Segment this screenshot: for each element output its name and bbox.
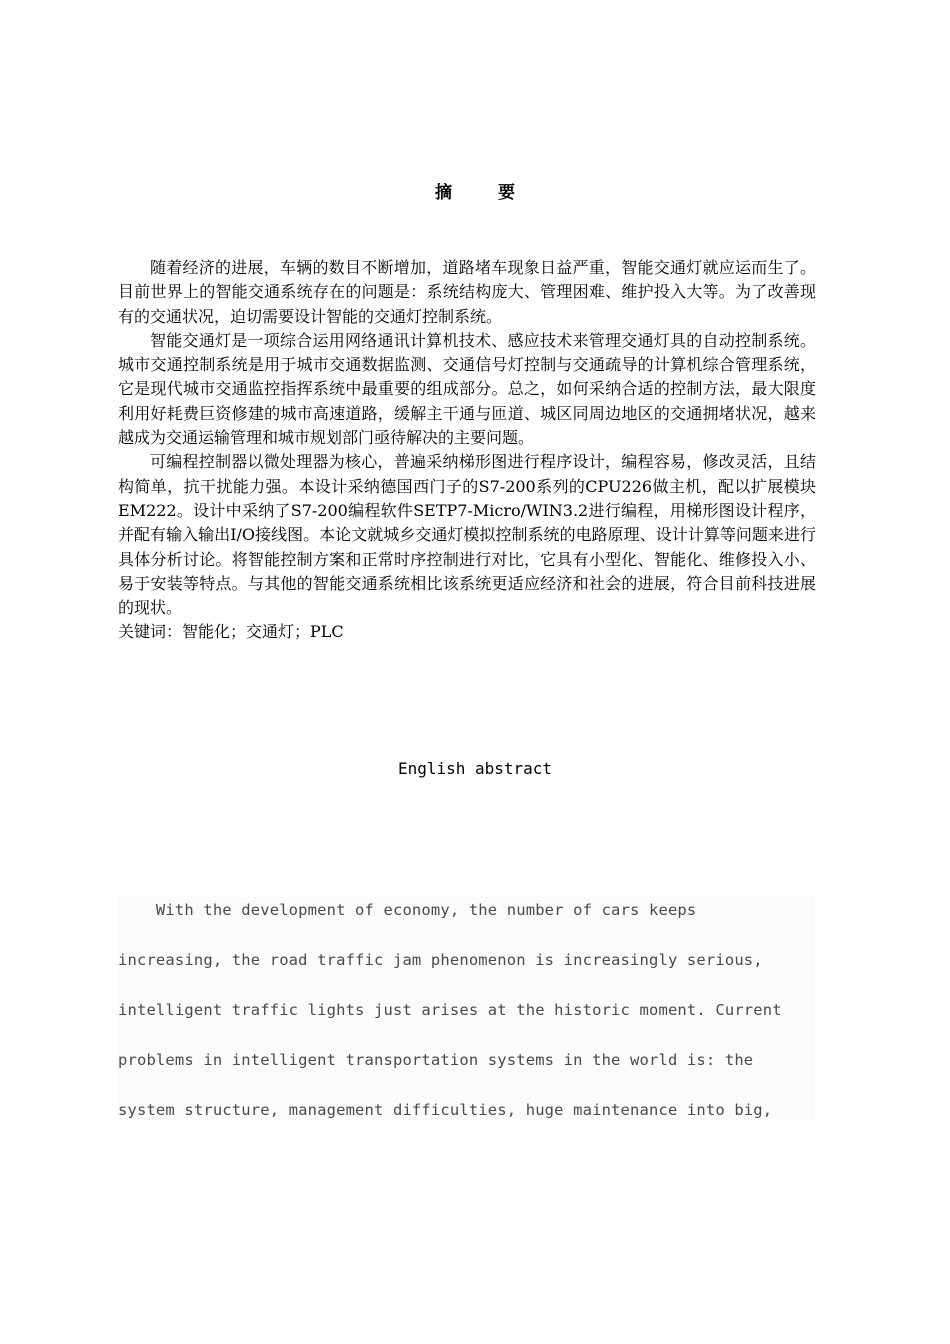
- keywords-line: 关键词：智能化；交通灯；PLC: [118, 622, 344, 642]
- english-line-4: problems in intelligent transportation systems in the world is: the: [118, 1051, 754, 1069]
- chinese-paragraph-1: 随着经济的进展，车辆的数目不断增加，道路堵车现象日益严重，智能交通灯就应运而生了。目前世界上的智能交通系统存在的问题是：系统结构庞大、管理困难、维护投入大等。为了改善现有的交通状况，迫切需要设计智能的交通灯控制系统。: [118, 258, 816, 326]
- english-line-3: intelligent traffic lights just arises at the historic moment. Current: [118, 1001, 782, 1019]
- abstract-title: 摘 要: [435, 183, 535, 203]
- english-abstract-title: English abstract: [397, 759, 553, 778]
- english-line-1: With the development of economy, the number of cars keeps: [118, 901, 697, 919]
- chinese-abstract-body: [118, 256, 816, 645]
- english-abstract-box: [118, 897, 815, 1121]
- chinese-paragraph-2: 智能交通灯是一项综合运用网络通讯计算机技术、感应技术来管理交通灯具的自动控制系统。城市交通控制系统是用于城市交通数据监测、交通信号灯控制与交通疏导的计算机综合管理系统，它是现代城市交通监控指挥系统中最重要的组成部分。总之，如何采纳合适的控制方法，最大限度利用好耗费巨资修建的城市高速道路，缓解主干通与匝道、城区同周边地区的交通拥堵状况，越来越成为交通运输管理和城市规划部门亟待解决的主要问题。: [118, 330, 816, 448]
- english-line-5: system structure, management difficulties, huge maintenance into big,: [118, 1101, 773, 1119]
- english-line-2: increasing, the road traffic jam phenomenon is increasingly serious,: [118, 951, 763, 969]
- chinese-paragraph-3: 可编程控制器以微处理器为核心，普遍采纳梯形图进行程序设计，编程容易，修改灵活，且结构简单，抗干扰能力强。本设计采纳德国西门子的S7-200系列的CPU226做主机，配以扩展模块EM222。设计中采纳了S7-200编程软件SETP7-Micro/WIN3.2进行编程，用梯形图设计程序，并配有输入输出I/O接线图。本论文就城乡交通灯模拟控制系统的电路原理、设计计算等问题来进行具体分析讨论。将智能控制方案和正常时序控制进行对比，它具有小型化、智能化、维修投入小、易于安装等特点。与其他的智能交通系统相比该系统更适应经济和社会的进展，符合目前科技进展的现状。: [118, 452, 816, 618]
